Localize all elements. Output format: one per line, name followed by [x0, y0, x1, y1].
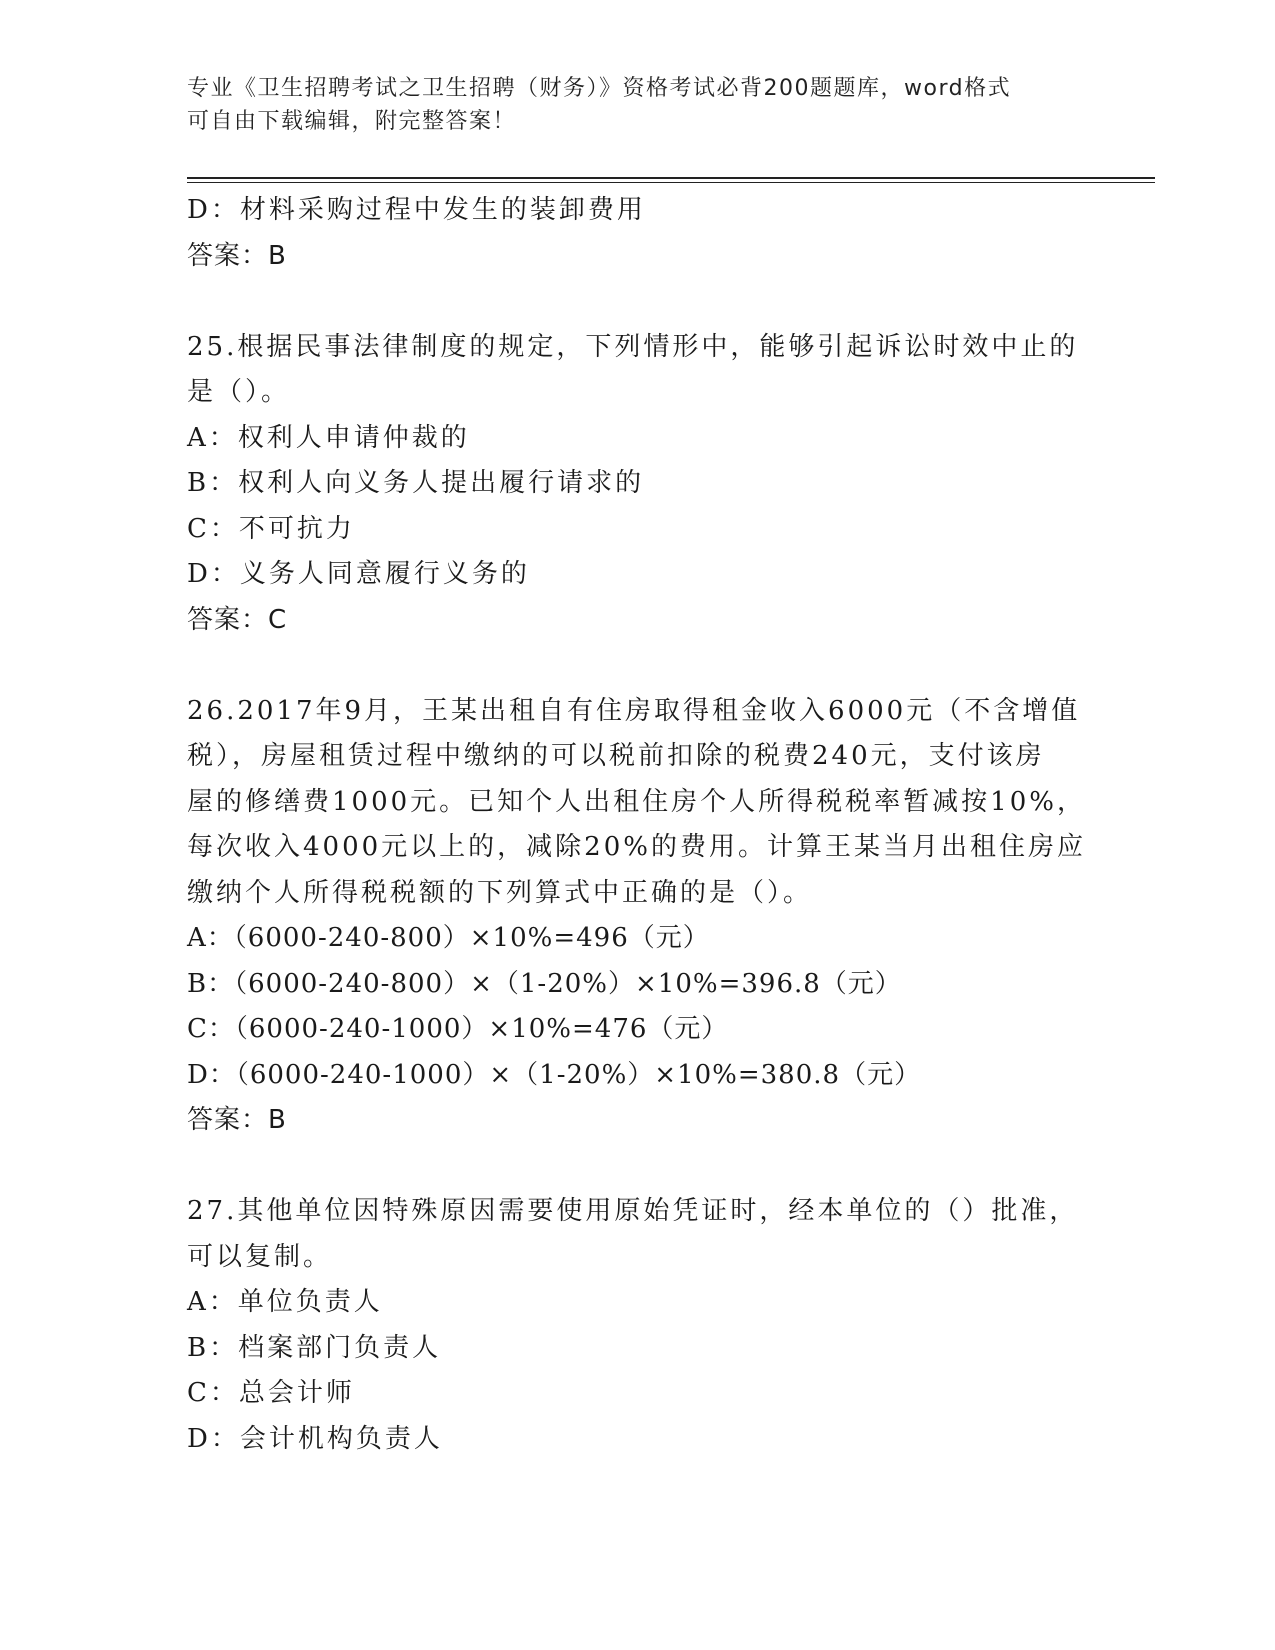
option-c: C：（6000-240-1000）×10%=476（元） — [187, 1014, 729, 1044]
option-b: B：档案部门负责人 — [187, 1332, 442, 1363]
question-stem: 25.根据民事法律制度的规定，下列情形中，能够引起诉讼时效中止的 — [187, 331, 1079, 362]
answer-line: 答案：B — [187, 1105, 287, 1135]
option-d: D：材料采购过程中发生的装卸费用 — [187, 195, 646, 225]
header-line-1: 专业《卫生招聘考试之卫生招聘（财务）》资格考试必背200题题库，word格式 — [187, 76, 1012, 101]
spacer — [187, 279, 1087, 325]
header-line-2: 可自由下载编辑，附完整答案！ — [187, 109, 517, 134]
option-d: D：义务人同意履行义务的 — [187, 559, 530, 589]
question-stem: 每次收入4000元以上的，减除20%的费用。计算王某当月出租住房应 — [187, 832, 1086, 862]
question-stem: 可以复制。 — [187, 1241, 333, 1272]
header-divider-thick — [187, 177, 1155, 179]
question-list — [187, 188, 1087, 1462]
question-stem: 缴纳个人所得税税额的下列算式中正确的是（）。 — [187, 877, 813, 908]
option-a: A：单位负责人 — [187, 1287, 383, 1317]
option-c: C：总会计师 — [187, 1378, 355, 1408]
option-b: B：权利人向义务人提出履行请求的 — [187, 468, 645, 498]
option-d: D：（6000-240-1000）×（1-20%）×10%=380.8（元） — [187, 1059, 922, 1090]
spacer — [187, 1144, 1087, 1190]
header-divider-thin — [187, 182, 1155, 183]
document-header — [187, 72, 1067, 138]
option-a: A：（6000-240-800）×10%=496（元） — [187, 923, 710, 953]
question-stem: 是（）。 — [187, 377, 291, 407]
question-stem: 27.其他单位因特殊原因需要使用原始凭证时，经本单位的（）批准， — [187, 1196, 1079, 1226]
question-27 — [187, 1189, 1087, 1462]
question-stem: 税），房屋租赁过程中缴纳的可以税前扣除的税费240元，支付该房 — [187, 741, 1045, 771]
answer-line: 答案：B — [187, 240, 287, 271]
question-26 — [187, 689, 1087, 1144]
option-d: D：会计机构负责人 — [187, 1423, 443, 1454]
option-b: B：（6000-240-800）×（1-20%）×10%=396.8（元） — [187, 968, 902, 999]
question-stem: 屋的修缮费1000元。已知个人出租住房个人所得税税率暂减按10%， — [187, 786, 1086, 817]
question-stem: 26.2017年9月，王某出租自有住房取得租金收入6000元（不含增值 — [187, 695, 1081, 726]
option-a: A：权利人申请仲裁的 — [187, 422, 470, 453]
answer-line: 答案：C — [187, 604, 288, 635]
spacer — [187, 643, 1087, 689]
option-c: C：不可抗力 — [187, 513, 355, 544]
question-24-tail — [187, 188, 1087, 279]
question-25 — [187, 325, 1087, 644]
